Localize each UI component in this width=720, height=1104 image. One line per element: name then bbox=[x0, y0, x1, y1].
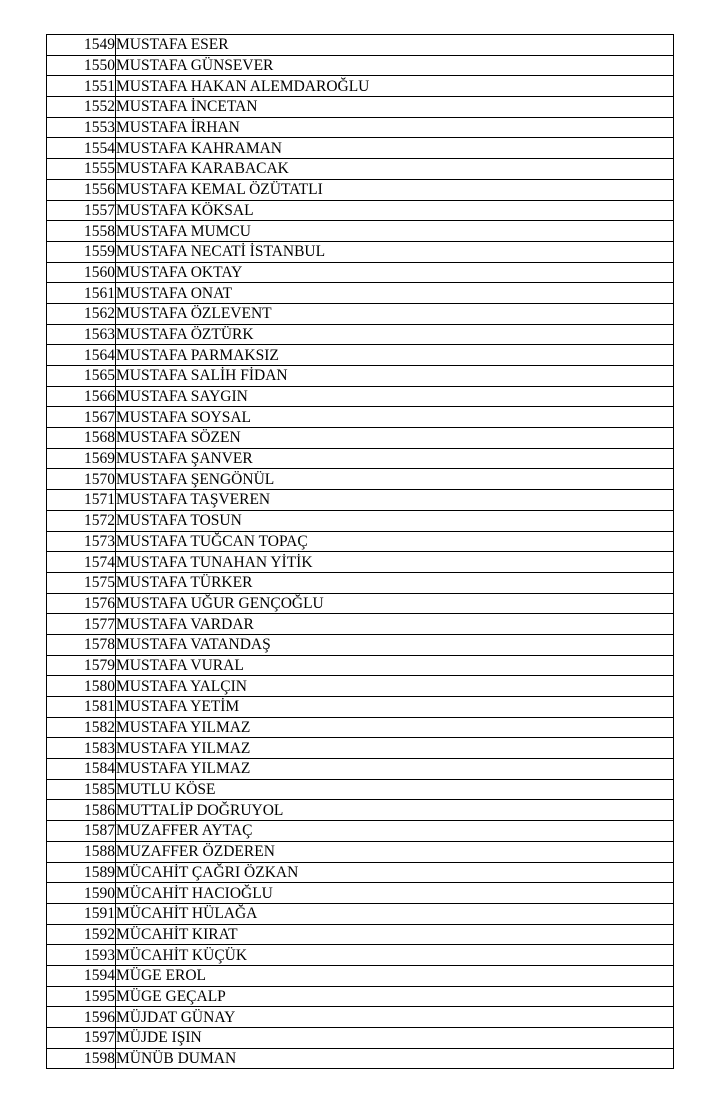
row-number: 1597 bbox=[47, 1028, 116, 1049]
table-row bbox=[47, 76, 674, 97]
person-name: MÜNÜB DUMAN bbox=[116, 1048, 674, 1069]
person-name: MÜCAHİT ÇAĞRI ÖZKAN bbox=[116, 862, 674, 883]
person-name: MUSTAFA YILMAZ bbox=[116, 759, 674, 780]
table-row bbox=[47, 779, 674, 800]
table-row bbox=[47, 552, 674, 573]
table-row bbox=[47, 614, 674, 635]
table-row bbox=[47, 241, 674, 262]
table-row bbox=[47, 821, 674, 842]
table-row bbox=[47, 469, 674, 490]
row-number: 1582 bbox=[47, 717, 116, 738]
table-row bbox=[47, 862, 674, 883]
row-number: 1588 bbox=[47, 841, 116, 862]
table-row bbox=[47, 1007, 674, 1028]
row-number: 1574 bbox=[47, 552, 116, 573]
person-name: MUSTAFA ESER bbox=[116, 35, 674, 56]
row-number: 1583 bbox=[47, 738, 116, 759]
person-name: MUSTAFA YILMAZ bbox=[116, 717, 674, 738]
table-row bbox=[47, 55, 674, 76]
person-name: MUSTAFA VATANDAŞ bbox=[116, 634, 674, 655]
table-row bbox=[47, 634, 674, 655]
row-number: 1557 bbox=[47, 200, 116, 221]
row-number: 1559 bbox=[47, 241, 116, 262]
table-row bbox=[47, 448, 674, 469]
person-name: MUTLU KÖSE bbox=[116, 779, 674, 800]
person-name: MÜJDAT GÜNAY bbox=[116, 1007, 674, 1028]
row-number: 1575 bbox=[47, 572, 116, 593]
table-row bbox=[47, 283, 674, 304]
person-name: MUSTAFA YILMAZ bbox=[116, 738, 674, 759]
row-number: 1581 bbox=[47, 697, 116, 718]
person-name: MUSTAFA ONAT bbox=[116, 283, 674, 304]
person-name: MUSTAFA ÖZLEVENT bbox=[116, 303, 674, 324]
person-name: MUSTAFA TOSUN bbox=[116, 510, 674, 531]
row-number: 1564 bbox=[47, 345, 116, 366]
row-number: 1565 bbox=[47, 366, 116, 387]
row-number: 1554 bbox=[47, 138, 116, 159]
table-row bbox=[47, 655, 674, 676]
person-name: MUZAFFER ÖZDEREN bbox=[116, 841, 674, 862]
row-number: 1568 bbox=[47, 428, 116, 449]
row-number: 1595 bbox=[47, 986, 116, 1007]
person-name: MUSTAFA PARMAKSIZ bbox=[116, 345, 674, 366]
row-number: 1572 bbox=[47, 510, 116, 531]
person-name: MUSTAFA TUĞCAN TOPAÇ bbox=[116, 531, 674, 552]
person-name: MUZAFFER AYTAÇ bbox=[116, 821, 674, 842]
table-row bbox=[47, 841, 674, 862]
row-number: 1598 bbox=[47, 1048, 116, 1069]
table-row bbox=[47, 117, 674, 138]
person-name: MÜGE GEÇALP bbox=[116, 986, 674, 1007]
row-number: 1592 bbox=[47, 924, 116, 945]
person-name: MUSTAFA YALÇIN bbox=[116, 676, 674, 697]
row-number: 1549 bbox=[47, 35, 116, 56]
row-number: 1577 bbox=[47, 614, 116, 635]
person-name: MUSTAFA KÖKSAL bbox=[116, 200, 674, 221]
table-row bbox=[47, 924, 674, 945]
row-number: 1553 bbox=[47, 117, 116, 138]
row-number: 1551 bbox=[47, 76, 116, 97]
person-name: MUSTAFA UĞUR GENÇOĞLU bbox=[116, 593, 674, 614]
row-number: 1585 bbox=[47, 779, 116, 800]
row-number: 1586 bbox=[47, 800, 116, 821]
table-row bbox=[47, 490, 674, 511]
table-row bbox=[47, 945, 674, 966]
row-number: 1573 bbox=[47, 531, 116, 552]
table-row bbox=[47, 200, 674, 221]
table-row bbox=[47, 35, 674, 56]
table-row bbox=[47, 717, 674, 738]
table-row bbox=[47, 138, 674, 159]
person-name: MUSTAFA SALİH FİDAN bbox=[116, 366, 674, 387]
table-row bbox=[47, 159, 674, 180]
table-row bbox=[47, 366, 674, 387]
name-list-table bbox=[46, 34, 674, 1069]
table-row bbox=[47, 97, 674, 118]
row-number: 1560 bbox=[47, 262, 116, 283]
table-row bbox=[47, 345, 674, 366]
table-row bbox=[47, 903, 674, 924]
person-name: MÜJDE IŞIN bbox=[116, 1028, 674, 1049]
row-number: 1587 bbox=[47, 821, 116, 842]
row-number: 1576 bbox=[47, 593, 116, 614]
person-name: MUSTAFA TÜRKER bbox=[116, 572, 674, 593]
person-name: MUSTAFA ŞANVER bbox=[116, 448, 674, 469]
table-row bbox=[47, 303, 674, 324]
table-row bbox=[47, 593, 674, 614]
person-name: MUSTAFA SAYGIN bbox=[116, 386, 674, 407]
row-number: 1594 bbox=[47, 965, 116, 986]
table-row bbox=[47, 738, 674, 759]
row-number: 1562 bbox=[47, 303, 116, 324]
table-row bbox=[47, 407, 674, 428]
table-row bbox=[47, 800, 674, 821]
person-name: MUSTAFA VARDAR bbox=[116, 614, 674, 635]
person-name: MUSTAFA YETİM bbox=[116, 697, 674, 718]
row-number: 1566 bbox=[47, 386, 116, 407]
person-name: MUSTAFA SÖZEN bbox=[116, 428, 674, 449]
table-row bbox=[47, 179, 674, 200]
row-number: 1579 bbox=[47, 655, 116, 676]
table-row bbox=[47, 324, 674, 345]
row-number: 1578 bbox=[47, 634, 116, 655]
table-row bbox=[47, 965, 674, 986]
row-number: 1584 bbox=[47, 759, 116, 780]
row-number: 1596 bbox=[47, 1007, 116, 1028]
person-name: MÜGE EROL bbox=[116, 965, 674, 986]
person-name: MUSTAFA KARABACAK bbox=[116, 159, 674, 180]
table-row bbox=[47, 759, 674, 780]
person-name: MUSTAFA İRHAN bbox=[116, 117, 674, 138]
person-name: MÜCAHİT KIRAT bbox=[116, 924, 674, 945]
person-name: MÜCAHİT HÜLAĞA bbox=[116, 903, 674, 924]
table-row bbox=[47, 697, 674, 718]
person-name: MUSTAFA KEMAL ÖZÜTATLI bbox=[116, 179, 674, 200]
row-number: 1569 bbox=[47, 448, 116, 469]
table-row bbox=[47, 262, 674, 283]
row-number: 1571 bbox=[47, 490, 116, 511]
table-row bbox=[47, 883, 674, 904]
row-number: 1550 bbox=[47, 55, 116, 76]
person-name: MUSTAFA KAHRAMAN bbox=[116, 138, 674, 159]
table-row bbox=[47, 428, 674, 449]
person-name: MÜCAHİT KÜÇÜK bbox=[116, 945, 674, 966]
person-name: MÜCAHİT HACIOĞLU bbox=[116, 883, 674, 904]
person-name: MUSTAFA MUMCU bbox=[116, 221, 674, 242]
table-row bbox=[47, 1028, 674, 1049]
table-row bbox=[47, 986, 674, 1007]
row-number: 1591 bbox=[47, 903, 116, 924]
person-name: MUTTALİP DOĞRUYOL bbox=[116, 800, 674, 821]
row-number: 1567 bbox=[47, 407, 116, 428]
person-name: MUSTAFA TAŞVEREN bbox=[116, 490, 674, 511]
person-name: MUSTAFA NECATİ İSTANBUL bbox=[116, 241, 674, 262]
person-name: MUSTAFA SOYSAL bbox=[116, 407, 674, 428]
person-name: MUSTAFA VURAL bbox=[116, 655, 674, 676]
row-number: 1593 bbox=[47, 945, 116, 966]
person-name: MUSTAFA OKTAY bbox=[116, 262, 674, 283]
table-row bbox=[47, 1048, 674, 1069]
row-number: 1570 bbox=[47, 469, 116, 490]
table-row bbox=[47, 531, 674, 552]
table-row bbox=[47, 572, 674, 593]
person-name: MUSTAFA İNCETAN bbox=[116, 97, 674, 118]
name-list-body bbox=[47, 35, 674, 1069]
row-number: 1580 bbox=[47, 676, 116, 697]
table-row bbox=[47, 676, 674, 697]
table-row bbox=[47, 510, 674, 531]
table-row bbox=[47, 221, 674, 242]
row-number: 1556 bbox=[47, 179, 116, 200]
person-name: MUSTAFA GÜNSEVER bbox=[116, 55, 674, 76]
person-name: MUSTAFA ŞENGÖNÜL bbox=[116, 469, 674, 490]
row-number: 1555 bbox=[47, 159, 116, 180]
row-number: 1590 bbox=[47, 883, 116, 904]
row-number: 1563 bbox=[47, 324, 116, 345]
row-number: 1589 bbox=[47, 862, 116, 883]
person-name: MUSTAFA HAKAN ALEMDAROĞLU bbox=[116, 76, 674, 97]
row-number: 1552 bbox=[47, 97, 116, 118]
row-number: 1558 bbox=[47, 221, 116, 242]
table-row bbox=[47, 386, 674, 407]
row-number: 1561 bbox=[47, 283, 116, 304]
person-name: MUSTAFA TUNAHAN YİTİK bbox=[116, 552, 674, 573]
person-name: MUSTAFA ÖZTÜRK bbox=[116, 324, 674, 345]
